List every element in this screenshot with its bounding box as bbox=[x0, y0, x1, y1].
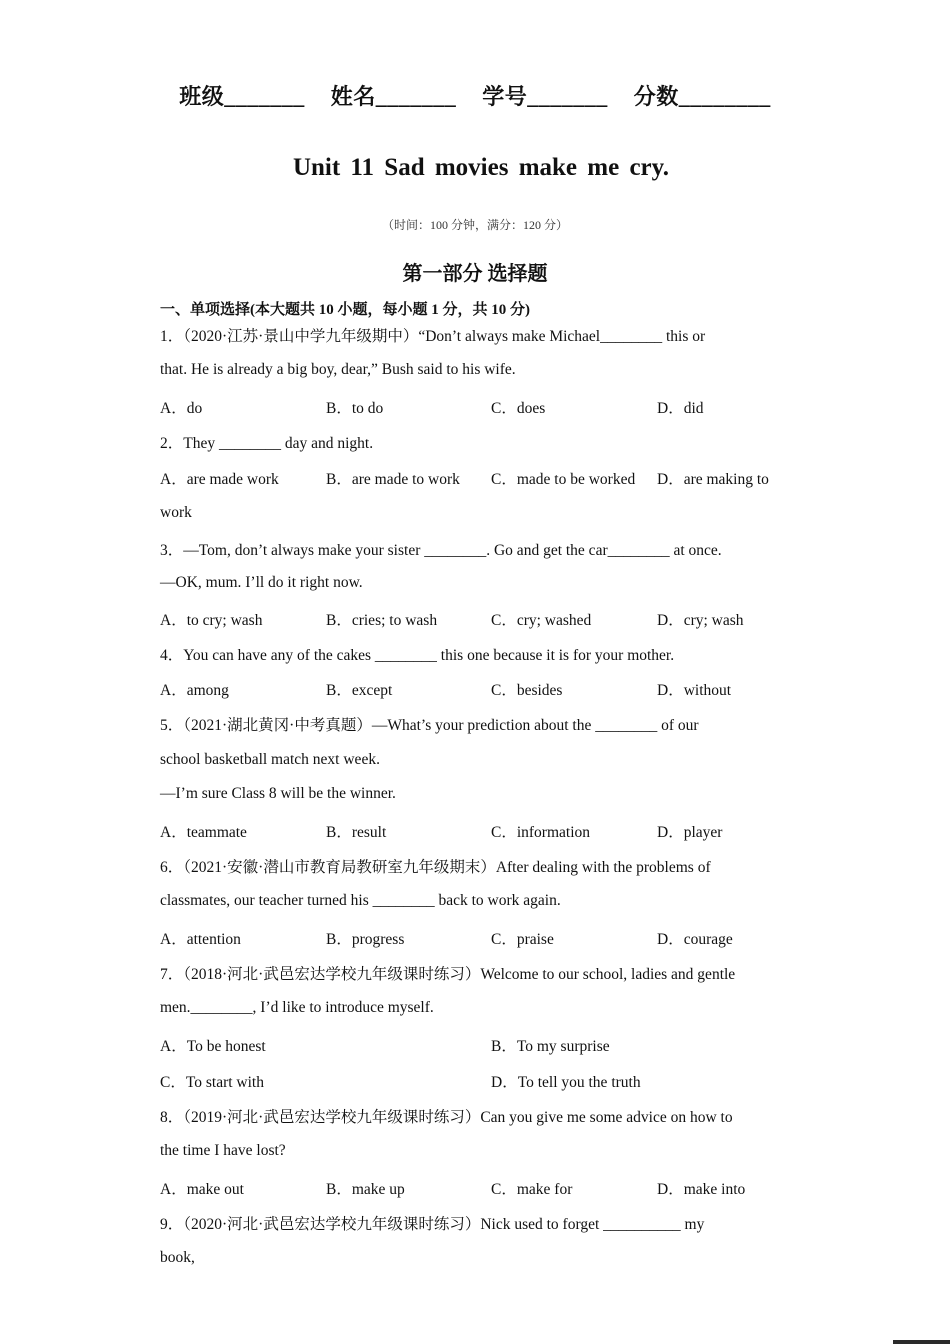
section-title: 一、单项选择(本大题共 10 小题，每小题 1 分，共 10 分) bbox=[160, 302, 530, 318]
question-8-line-1: 8．（2019·河北·武邑宏达学校九年级课时练习）Can you give me some advice on how to bbox=[160, 1109, 733, 1126]
q5-option-b: B．result bbox=[326, 824, 387, 841]
q2-option-b: B．are made to work bbox=[326, 471, 460, 488]
q3-option-d: D．cry; wash bbox=[657, 612, 744, 629]
q8-option-c: C．make for bbox=[491, 1181, 573, 1198]
question-9-line-2: book, bbox=[160, 1249, 195, 1266]
question-1-line-2: that. He is already a big boy, dear,” Bush said to his wife. bbox=[160, 361, 516, 378]
question-9-line-1: 9．（2020·河北·武邑宏达学校九年级课时练习）Nick used to forget __________ my bbox=[160, 1216, 705, 1233]
question-5-line-2: school basketball match next week. bbox=[160, 751, 380, 768]
q7-option-d: D．To tell you the truth bbox=[491, 1074, 641, 1091]
score-field: 分数________ bbox=[633, 84, 771, 109]
question-7-line-2: men.________, I’d like to introduce myself. bbox=[160, 999, 434, 1016]
q2-option-d: D．are making to bbox=[657, 471, 769, 488]
q6-option-d: D．courage bbox=[657, 931, 733, 948]
part-title: 第一部分 选择题 bbox=[402, 263, 548, 285]
q6-option-a: A．attention bbox=[160, 931, 241, 948]
q4-option-a: A．among bbox=[160, 682, 229, 699]
student-info-line bbox=[0, 80, 950, 111]
question-5-line-1: 5．（2021·湖北黄冈·中考真题）—What’s your prediction about the ________ of our bbox=[160, 717, 699, 734]
q6-option-c: C．praise bbox=[491, 931, 554, 948]
question-5-line-3: —I’m sure Class 8 will be the winner. bbox=[160, 785, 396, 802]
q4-option-b: B．except bbox=[326, 682, 393, 699]
q1-option-c: C．does bbox=[491, 400, 546, 417]
q2-option-c: C．made to be worked bbox=[491, 471, 636, 488]
q7-option-b: B．To my surprise bbox=[491, 1038, 610, 1055]
question-4-line-1: 4．You can have any of the cakes ________ this one because it is for your mother. bbox=[160, 647, 675, 664]
question-3-line-1: 3．—Tom, don’t always make your sister ________. Go and get the car________ at once. bbox=[160, 542, 722, 559]
q8-option-d: D．make into bbox=[657, 1181, 746, 1198]
page-title: Unit 11 Sad movies make me cry. bbox=[292, 154, 670, 181]
q3-option-c: C．cry; washed bbox=[491, 612, 592, 629]
question-3-line-2: —OK, mum. I’ll do it right now. bbox=[160, 574, 363, 591]
q2-option-a: A．are made work bbox=[160, 471, 279, 488]
q1-option-d: D．did bbox=[657, 400, 704, 417]
question-7-line-1: 7．（2018·河北·武邑宏达学校九年级课时练习）Welcome to our school, ladies and gentle bbox=[160, 966, 736, 983]
exam-time-note: （时间：100 分钟，满分：120 分） bbox=[381, 218, 568, 232]
question-6-line-1: 6．（2021·安徽·潜山市教育局教研室九年级期末）After dealing with the problems of bbox=[160, 859, 711, 876]
question-1-line-1: 1．（2020·江苏·景山中学九年级期中）“Don’t always make Michael________ this or bbox=[160, 328, 706, 345]
q4-option-c: C．besides bbox=[491, 682, 563, 699]
q1-option-a: A．do bbox=[160, 400, 203, 417]
q7-option-a: A．To be honest bbox=[160, 1038, 266, 1055]
q8-option-b: B．make up bbox=[326, 1181, 405, 1198]
page-corner-mark bbox=[893, 1340, 950, 1344]
q4-option-d: D．without bbox=[657, 682, 732, 699]
q3-option-a: A．to cry; wash bbox=[160, 612, 263, 629]
q3-option-b: B．cries; to wash bbox=[326, 612, 438, 629]
q7-option-c: C．To start with bbox=[160, 1074, 264, 1091]
question-2-line-1: 2．They ________ day and night. bbox=[160, 435, 374, 452]
q5-option-c: C．information bbox=[491, 824, 591, 841]
name-field: 姓名_______ bbox=[330, 84, 457, 109]
student-id-field: 学号_______ bbox=[482, 84, 608, 109]
q5-option-d: D．player bbox=[657, 824, 723, 841]
q2-option-d-continued: work bbox=[160, 504, 192, 521]
question-6-line-2: classmates, our teacher turned his ________ back to work again. bbox=[160, 892, 561, 909]
q8-option-a: A．make out bbox=[160, 1181, 244, 1198]
class-field: 班级_______ bbox=[179, 84, 305, 109]
question-8-line-2: the time I have lost? bbox=[160, 1142, 286, 1159]
q5-option-a: A．teammate bbox=[160, 824, 247, 841]
q6-option-b: B．progress bbox=[326, 931, 405, 948]
q1-option-b: B．to do bbox=[326, 400, 384, 417]
